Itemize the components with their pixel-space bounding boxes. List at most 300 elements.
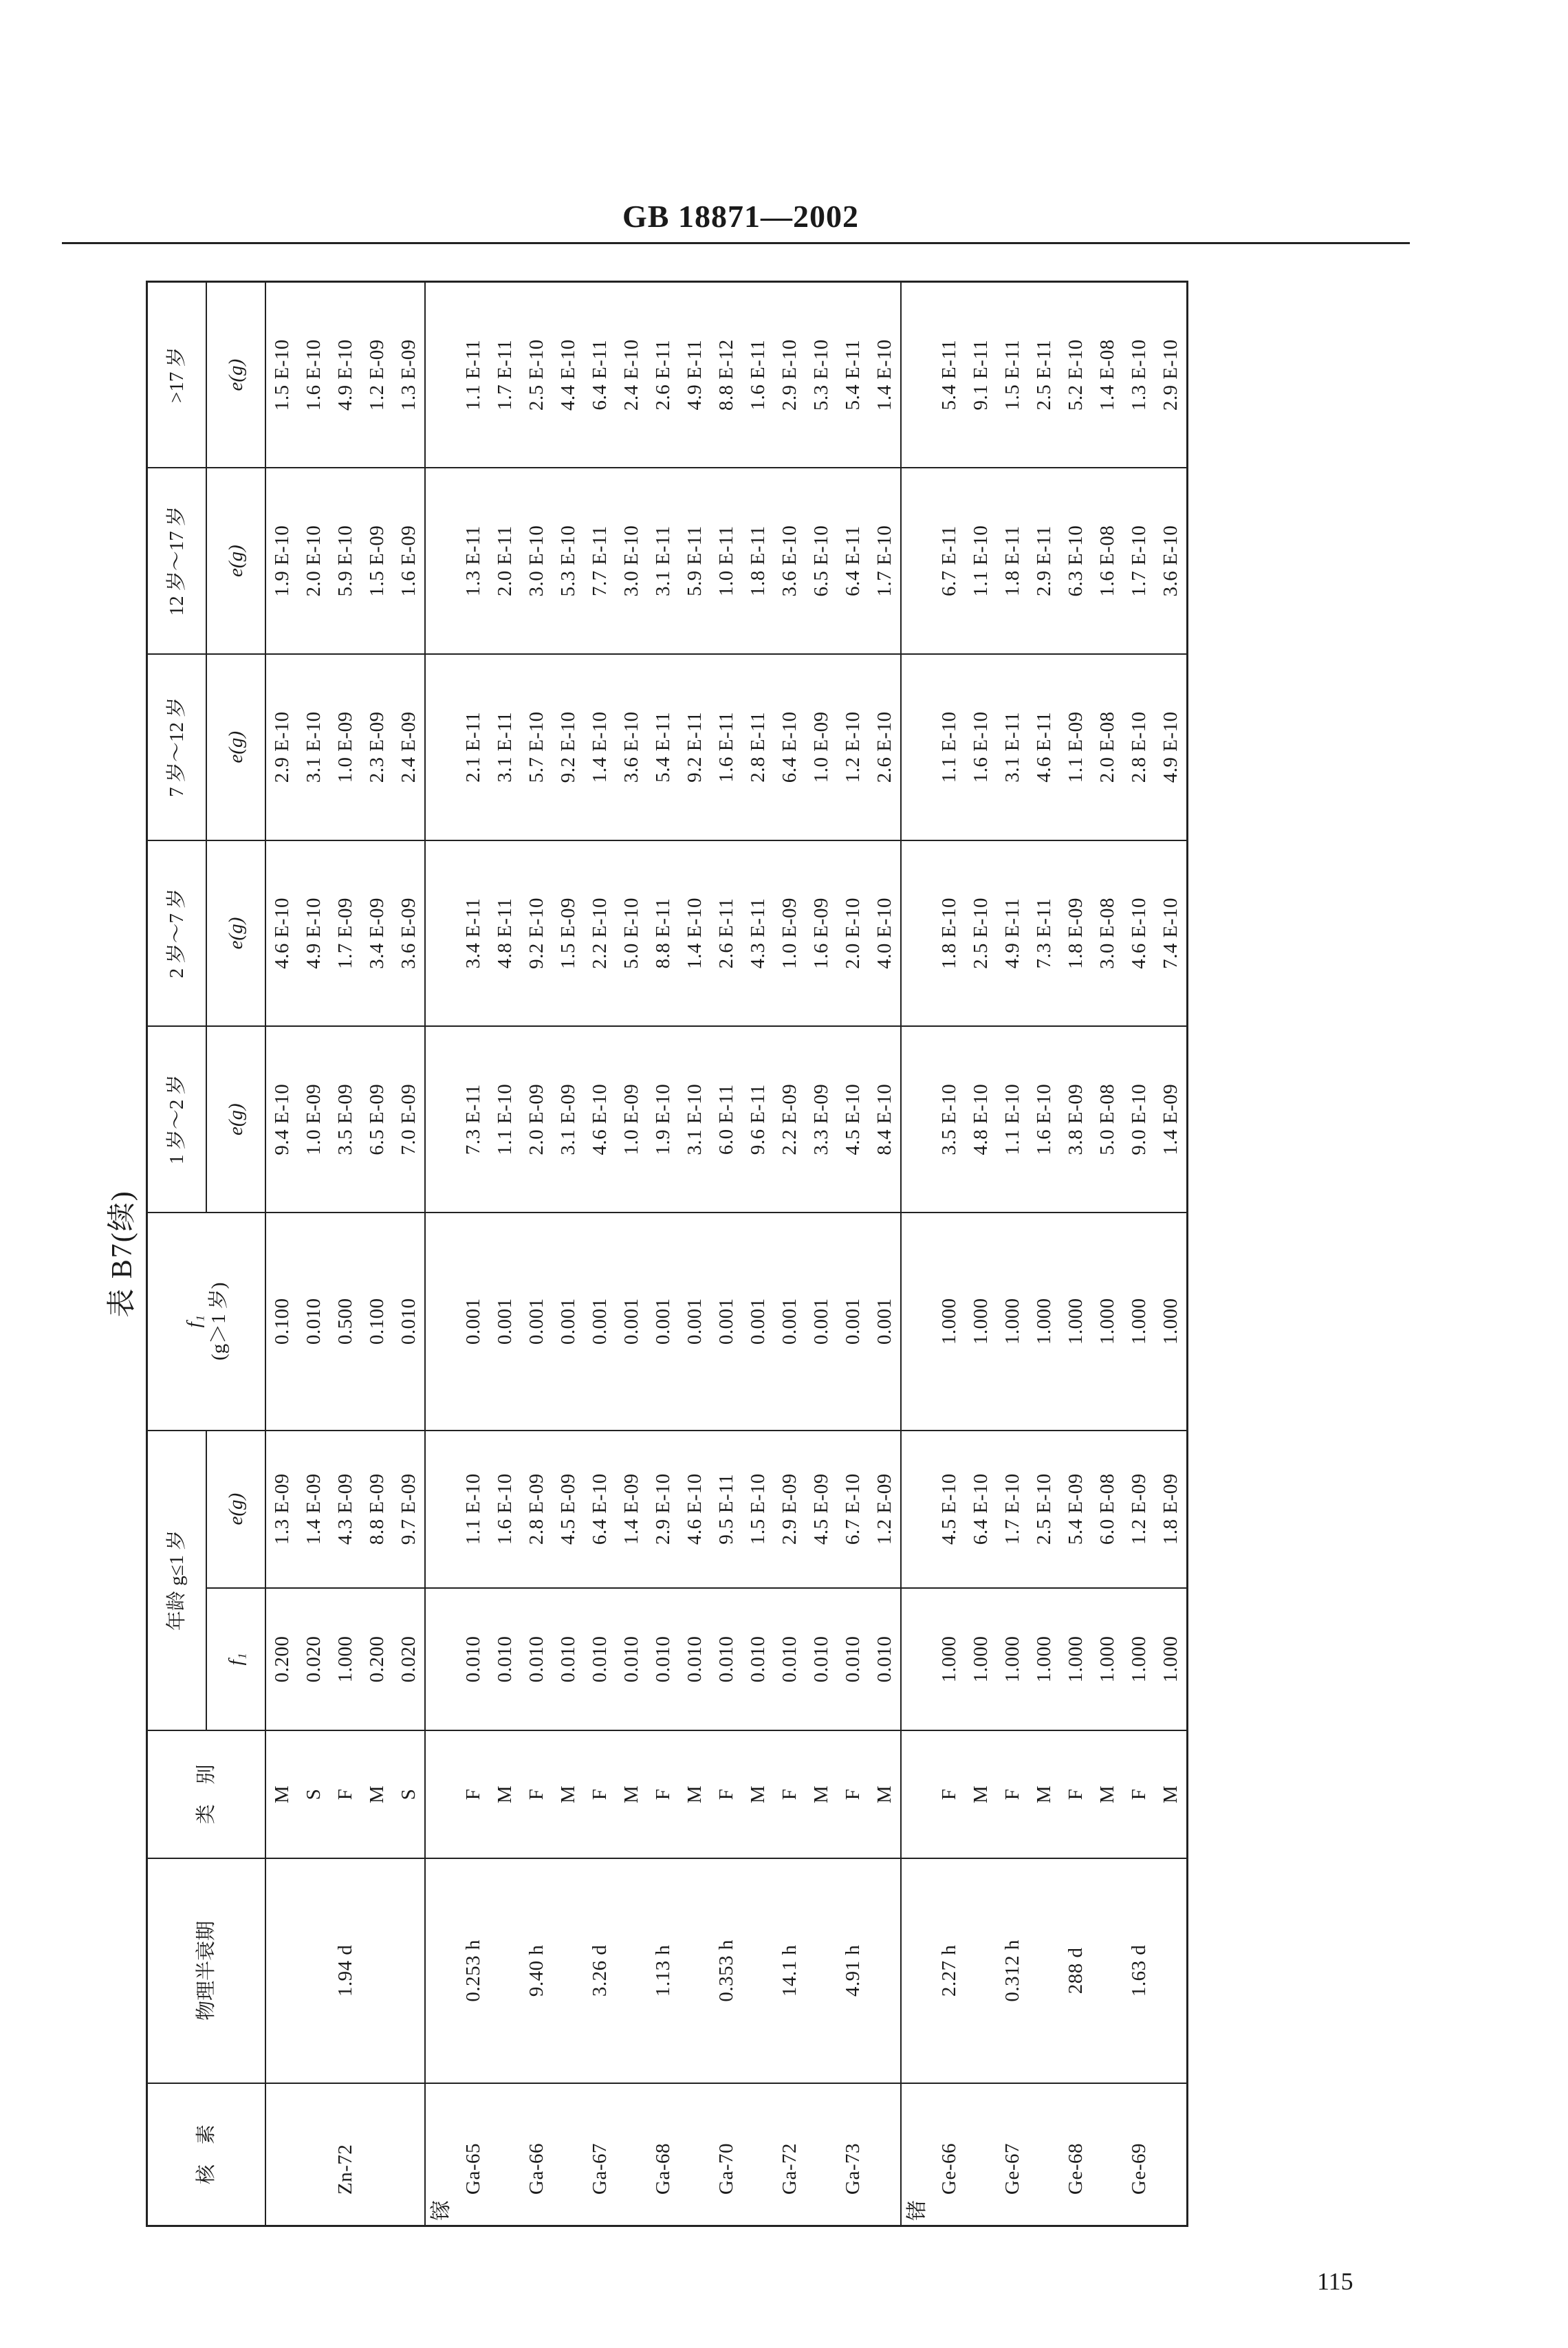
type-cell: F bbox=[1060, 1730, 1091, 1858]
nuclide-cell: Ga-68 bbox=[647, 2083, 679, 2226]
e1217-cell: 1.6 E-09 bbox=[393, 468, 425, 654]
e712-cell: 1.0 E-09 bbox=[805, 654, 837, 840]
table-row bbox=[329, 282, 361, 2226]
e-cell: 4.5 E-10 bbox=[933, 1431, 965, 1588]
e712-cell: 2.6 E-10 bbox=[869, 654, 901, 840]
f1b-cell: 0.500 bbox=[329, 1213, 361, 1431]
f1-cell: 0.010 bbox=[837, 1588, 869, 1730]
table-row bbox=[837, 282, 869, 2226]
e17-cell: 1.6 E-10 bbox=[298, 282, 329, 468]
nuclide-cell bbox=[265, 2083, 298, 2226]
e12-cell: 1.9 E-10 bbox=[647, 1026, 679, 1213]
e-cell: 2.9 E-10 bbox=[647, 1431, 679, 1588]
e17-cell: 2.5 E-10 bbox=[521, 282, 552, 468]
e-cell: 9.7 E-09 bbox=[393, 1431, 425, 1588]
e1217-cell: 1.0 E-11 bbox=[710, 468, 742, 654]
e17-cell: 1.6 E-11 bbox=[742, 282, 774, 468]
f1b-cell: 0.001 bbox=[616, 1213, 647, 1431]
nuclide-cell bbox=[1091, 2083, 1123, 2226]
f1-cell: 1.000 bbox=[997, 1588, 1028, 1730]
type-cell: M bbox=[1155, 1730, 1188, 1858]
e27-cell: 2.5 E-10 bbox=[965, 840, 997, 1027]
nuclide-cell: Ga-66 bbox=[521, 2083, 552, 2226]
half-life-cell: 0.312 h bbox=[997, 1858, 1028, 2083]
e-cell: 1.2 E-09 bbox=[1123, 1431, 1155, 1588]
f1-cell: 0.020 bbox=[298, 1588, 329, 1730]
e12-cell: 3.1 E-10 bbox=[679, 1026, 710, 1213]
col-e-12-17: e(g) bbox=[206, 468, 265, 654]
nuclide-cell bbox=[393, 2083, 425, 2226]
e-cell: 6.4 E-10 bbox=[965, 1431, 997, 1588]
nuclide-cell: Ge-67 bbox=[997, 2083, 1028, 2226]
e17-cell: 5.4 E-11 bbox=[837, 282, 869, 468]
e17-cell: 1.3 E-09 bbox=[393, 282, 425, 468]
table-row bbox=[616, 282, 647, 2226]
e27-cell: 4.3 E-11 bbox=[742, 840, 774, 1027]
e12-cell: 3.5 E-09 bbox=[329, 1026, 361, 1213]
e17-cell: 1.7 E-11 bbox=[489, 282, 521, 468]
e27-cell: 1.8 E-09 bbox=[1060, 840, 1091, 1027]
e712-cell: 2.8 E-11 bbox=[742, 654, 774, 840]
nuclide-cell bbox=[489, 2083, 521, 2226]
type-cell: F bbox=[457, 1730, 489, 1858]
type-cell: F bbox=[584, 1730, 616, 1858]
e-cell: 6.0 E-08 bbox=[1091, 1431, 1123, 1588]
e-cell: 4.5 E-09 bbox=[552, 1431, 584, 1588]
e12-cell: 1.1 E-10 bbox=[997, 1026, 1028, 1213]
type-cell: M bbox=[965, 1730, 997, 1858]
f1-cell: 0.010 bbox=[774, 1588, 805, 1730]
f1-cell: 0.020 bbox=[393, 1588, 425, 1730]
f1-cell: 0.010 bbox=[552, 1588, 584, 1730]
e-cell: 2.8 E-09 bbox=[521, 1431, 552, 1588]
e27-cell: 2.0 E-10 bbox=[837, 840, 869, 1027]
rotated-table-area bbox=[102, 281, 1347, 2227]
e1217-cell: 6.7 E-11 bbox=[933, 468, 965, 654]
f1-cell: 0.200 bbox=[361, 1588, 393, 1730]
f1-cell: 1.000 bbox=[1060, 1588, 1091, 1730]
ge-header bbox=[901, 282, 933, 2226]
table-row bbox=[584, 282, 616, 2226]
e1217-cell: 1.8 E-11 bbox=[742, 468, 774, 654]
f1b-cell: 1.000 bbox=[1123, 1213, 1155, 1431]
e17-cell: 4.9 E-10 bbox=[329, 282, 361, 468]
e-cell: 5.4 E-09 bbox=[1060, 1431, 1091, 1588]
e1217-cell: 5.9 E-11 bbox=[679, 468, 710, 654]
nuclide-cell: Ge-66 bbox=[933, 2083, 965, 2226]
table-row bbox=[997, 282, 1028, 2226]
type-cell: M bbox=[265, 1730, 298, 1858]
e27-cell: 7.4 E-10 bbox=[1155, 840, 1188, 1027]
e17-cell: 4.9 E-11 bbox=[679, 282, 710, 468]
e-cell: 6.7 E-10 bbox=[837, 1431, 869, 1588]
e-cell: 4.5 E-09 bbox=[805, 1431, 837, 1588]
e712-cell: 1.6 E-11 bbox=[710, 654, 742, 840]
col-age7-12: 7 岁～12 岁 bbox=[147, 654, 207, 840]
table-row bbox=[742, 282, 774, 2226]
f1b-cell: 1.000 bbox=[933, 1213, 965, 1431]
e27-cell: 1.7 E-09 bbox=[329, 840, 361, 1027]
f1-symbol: f₁ bbox=[183, 1315, 205, 1328]
f1b-cell: 1.000 bbox=[1028, 1213, 1060, 1431]
table-row bbox=[1060, 282, 1091, 2226]
half-life-cell bbox=[298, 1858, 329, 2083]
half-life-cell: 0.253 h bbox=[457, 1858, 489, 2083]
type-cell: F bbox=[933, 1730, 965, 1858]
e17-cell: 1.3 E-10 bbox=[1123, 282, 1155, 468]
col-type: 类 别 bbox=[147, 1730, 266, 1858]
f1b-cell: 0.001 bbox=[742, 1213, 774, 1431]
f1b-cell: 0.010 bbox=[298, 1213, 329, 1431]
f1-cell: 0.010 bbox=[584, 1588, 616, 1730]
e12-cell: 1.6 E-10 bbox=[1028, 1026, 1060, 1213]
e17-cell: 2.4 E-10 bbox=[616, 282, 647, 468]
half-life-cell: 1.63 d bbox=[1123, 1858, 1155, 2083]
e27-cell: 3.6 E-09 bbox=[393, 840, 425, 1027]
e712-cell: 9.2 E-11 bbox=[679, 654, 710, 840]
half-life-cell: 288 d bbox=[1060, 1858, 1091, 2083]
table-caption: 表 B7(续) bbox=[107, 1190, 138, 1318]
e1217-cell: 1.6 E-08 bbox=[1091, 468, 1123, 654]
e712-cell: 3.1 E-11 bbox=[997, 654, 1028, 840]
col-e-2-7: e(g) bbox=[206, 840, 265, 1027]
f1b-cell: 0.001 bbox=[774, 1213, 805, 1431]
e712-cell: 1.6 E-10 bbox=[965, 654, 997, 840]
nuclide-cell: Zn-72 bbox=[329, 2083, 361, 2226]
e-cell: 2.5 E-10 bbox=[1028, 1431, 1060, 1588]
f1b-cell: 1.000 bbox=[1060, 1213, 1091, 1431]
table-row bbox=[869, 282, 901, 2226]
f1-note: (g＞1 岁) bbox=[208, 1282, 230, 1361]
e17-cell: 9.1 E-11 bbox=[965, 282, 997, 468]
table-row bbox=[710, 282, 742, 2226]
e12-cell: 1.0 E-09 bbox=[298, 1026, 329, 1213]
nuclide-cell bbox=[869, 2083, 901, 2226]
table-row bbox=[265, 282, 298, 2226]
e1217-cell: 2.0 E-10 bbox=[298, 468, 329, 654]
e27-cell: 9.2 E-10 bbox=[521, 840, 552, 1027]
half-life-cell bbox=[393, 1858, 425, 2083]
e17-cell: 1.4 E-08 bbox=[1091, 282, 1123, 468]
e712-cell: 2.8 E-10 bbox=[1123, 654, 1155, 840]
type-cell: M bbox=[742, 1730, 774, 1858]
f1-cell: 0.010 bbox=[521, 1588, 552, 1730]
nuclide-cell: Ga-70 bbox=[710, 2083, 742, 2226]
e17-cell: 1.2 E-09 bbox=[361, 282, 393, 468]
f1-cell: 0.010 bbox=[647, 1588, 679, 1730]
type-cell: F bbox=[710, 1730, 742, 1858]
table-row bbox=[933, 282, 965, 2226]
element-label-ge: 锗 bbox=[901, 2083, 933, 2226]
f1-cell: 0.010 bbox=[457, 1588, 489, 1730]
e27-cell: 4.6 E-10 bbox=[1123, 840, 1155, 1027]
table-row bbox=[774, 282, 805, 2226]
e1217-cell: 1.7 E-10 bbox=[869, 468, 901, 654]
half-life-cell bbox=[265, 1858, 298, 2083]
col-nuclide: 核 素 bbox=[147, 2083, 266, 2226]
nuclide-cell: Ge-69 bbox=[1123, 2083, 1155, 2226]
half-life-cell bbox=[361, 1858, 393, 2083]
f1-cell: 0.010 bbox=[805, 1588, 837, 1730]
e27-cell: 3.4 E-09 bbox=[361, 840, 393, 1027]
table-row bbox=[1028, 282, 1060, 2226]
f1b-cell: 0.001 bbox=[869, 1213, 901, 1431]
f1-cell: 0.010 bbox=[869, 1588, 901, 1730]
f1-cell: 0.010 bbox=[742, 1588, 774, 1730]
f1b-cell: 0.100 bbox=[361, 1213, 393, 1431]
type-cell: M bbox=[616, 1730, 647, 1858]
e17-cell: 8.8 E-12 bbox=[710, 282, 742, 468]
e712-cell: 1.2 E-10 bbox=[837, 654, 869, 840]
f1b-cell: 0.001 bbox=[489, 1213, 521, 1431]
type-cell: F bbox=[774, 1730, 805, 1858]
f1-cell: 0.010 bbox=[489, 1588, 521, 1730]
table-row bbox=[1091, 282, 1123, 2226]
f1b-cell: 1.000 bbox=[965, 1213, 997, 1431]
e27-cell: 4.9 E-11 bbox=[997, 840, 1028, 1027]
e12-cell: 9.6 E-11 bbox=[742, 1026, 774, 1213]
type-cell: S bbox=[298, 1730, 329, 1858]
table-row bbox=[489, 282, 521, 2226]
e27-cell: 1.0 E-09 bbox=[774, 840, 805, 1027]
type-cell: M bbox=[679, 1730, 710, 1858]
type-cell: F bbox=[647, 1730, 679, 1858]
standard-code: GB 18871—2002 bbox=[622, 199, 859, 234]
table-row bbox=[679, 282, 710, 2226]
f1-cell: 0.010 bbox=[710, 1588, 742, 1730]
e17-cell: 2.5 E-11 bbox=[1028, 282, 1060, 468]
e27-cell: 3.4 E-11 bbox=[457, 840, 489, 1027]
e1217-cell: 1.7 E-10 bbox=[1123, 468, 1155, 654]
half-life-cell bbox=[1091, 1858, 1123, 2083]
e-cell: 1.8 E-09 bbox=[1155, 1431, 1188, 1588]
e17-cell: 4.4 E-10 bbox=[552, 282, 584, 468]
e12-cell: 4.5 E-10 bbox=[837, 1026, 869, 1213]
nuclide-cell bbox=[742, 2083, 774, 2226]
col-age1-2: 1 岁～2 岁 bbox=[147, 1026, 207, 1213]
e712-cell: 2.0 E-08 bbox=[1091, 654, 1123, 840]
f1b-cell: 1.000 bbox=[1155, 1213, 1188, 1431]
half-life-cell: 3.26 d bbox=[584, 1858, 616, 2083]
e1217-cell: 6.4 E-11 bbox=[837, 468, 869, 654]
e27-cell: 8.8 E-11 bbox=[647, 840, 679, 1027]
e17-cell: 5.4 E-11 bbox=[933, 282, 965, 468]
e27-cell: 1.4 E-10 bbox=[679, 840, 710, 1027]
e-cell: 1.1 E-10 bbox=[457, 1431, 489, 1588]
e17-cell: 1.4 E-10 bbox=[869, 282, 901, 468]
half-life-cell bbox=[552, 1858, 584, 2083]
e-cell: 1.7 E-10 bbox=[997, 1431, 1028, 1588]
nuclide-cell: Ge-68 bbox=[1060, 2083, 1091, 2226]
e-cell: 1.6 E-10 bbox=[489, 1431, 521, 1588]
e712-cell: 1.1 E-10 bbox=[933, 654, 965, 840]
e12-cell: 4.8 E-10 bbox=[965, 1026, 997, 1213]
e27-cell: 2.6 E-11 bbox=[710, 840, 742, 1027]
nuclide-cell bbox=[616, 2083, 647, 2226]
half-life-cell: 1.13 h bbox=[647, 1858, 679, 2083]
f1-cell: 1.000 bbox=[1028, 1588, 1060, 1730]
nuclide-cell: Ga-65 bbox=[457, 2083, 489, 2226]
ge-rows bbox=[933, 282, 1188, 2226]
e1217-cell: 3.1 E-11 bbox=[647, 468, 679, 654]
e1217-cell: 3.0 E-10 bbox=[616, 468, 647, 654]
nuclide-cell bbox=[679, 2083, 710, 2226]
table-row bbox=[361, 282, 393, 2226]
e17-cell: 6.4 E-11 bbox=[584, 282, 616, 468]
nuclide-cell bbox=[965, 2083, 997, 2226]
type-cell: F bbox=[329, 1730, 361, 1858]
half-life-cell: 14.1 h bbox=[774, 1858, 805, 2083]
e1217-cell: 3.6 E-10 bbox=[1155, 468, 1188, 654]
e712-cell: 2.9 E-10 bbox=[265, 654, 298, 840]
table-row bbox=[393, 282, 425, 2226]
f1-cell: 1.000 bbox=[933, 1588, 965, 1730]
f1b-cell: 0.010 bbox=[393, 1213, 425, 1431]
f1b-cell: 0.001 bbox=[805, 1213, 837, 1431]
table-row bbox=[298, 282, 329, 2226]
e712-cell: 2.4 E-09 bbox=[393, 654, 425, 840]
e12-cell: 5.0 E-08 bbox=[1091, 1026, 1123, 1213]
e-cell: 1.5 E-10 bbox=[742, 1431, 774, 1588]
type-cell: F bbox=[521, 1730, 552, 1858]
e-cell: 9.5 E-11 bbox=[710, 1431, 742, 1588]
page-header bbox=[0, 193, 1568, 254]
e17-cell: 2.6 E-11 bbox=[647, 282, 679, 468]
e17-cell: 1.1 E-11 bbox=[457, 282, 489, 468]
e12-cell: 7.0 E-09 bbox=[393, 1026, 425, 1213]
e12-cell: 8.4 E-10 bbox=[869, 1026, 901, 1213]
e712-cell: 3.1 E-11 bbox=[489, 654, 521, 840]
f1b-cell: 1.000 bbox=[1091, 1213, 1123, 1431]
e12-cell: 4.6 E-10 bbox=[584, 1026, 616, 1213]
col-half-life: 物理半衰期 bbox=[147, 1858, 266, 2083]
col-f1: f₁ bbox=[206, 1588, 265, 1730]
table-row bbox=[521, 282, 552, 2226]
e12-cell: 1.4 E-09 bbox=[1155, 1026, 1188, 1213]
half-life-cell bbox=[965, 1858, 997, 2083]
e27-cell: 7.3 E-11 bbox=[1028, 840, 1060, 1027]
e12-cell: 7.3 E-11 bbox=[457, 1026, 489, 1213]
f1-cell: 1.000 bbox=[1155, 1588, 1188, 1730]
e17-cell: 1.5 E-11 bbox=[997, 282, 1028, 468]
e-cell: 6.4 E-10 bbox=[584, 1431, 616, 1588]
type-cell: M bbox=[489, 1730, 521, 1858]
nuclide-cell bbox=[1155, 2083, 1188, 2226]
half-life-cell: 0.353 h bbox=[710, 1858, 742, 2083]
e-cell: 1.4 E-09 bbox=[298, 1431, 329, 1588]
half-life-cell: 9.40 h bbox=[521, 1858, 552, 2083]
e712-cell: 2.3 E-09 bbox=[361, 654, 393, 840]
half-life-cell bbox=[805, 1858, 837, 2083]
nuclide-cell: Ga-73 bbox=[837, 2083, 869, 2226]
half-life-cell: 1.94 d bbox=[329, 1858, 361, 2083]
e712-cell: 1.0 E-09 bbox=[329, 654, 361, 840]
table-row bbox=[552, 282, 584, 2226]
e12-cell: 3.8 E-09 bbox=[1060, 1026, 1091, 1213]
e12-cell: 2.0 E-09 bbox=[521, 1026, 552, 1213]
e712-cell: 3.6 E-10 bbox=[616, 654, 647, 840]
half-life-cell bbox=[742, 1858, 774, 2083]
col-age2-7: 2 岁～7 岁 bbox=[147, 840, 207, 1027]
e1217-cell: 1.5 E-09 bbox=[361, 468, 393, 654]
e1217-cell: 1.9 E-10 bbox=[265, 468, 298, 654]
e12-cell: 9.4 E-10 bbox=[265, 1026, 298, 1213]
f1-cell: 1.000 bbox=[1091, 1588, 1123, 1730]
col-e-1-2: e(g) bbox=[206, 1026, 265, 1213]
half-life-cell bbox=[679, 1858, 710, 2083]
e27-cell: 4.8 E-11 bbox=[489, 840, 521, 1027]
type-cell: F bbox=[997, 1730, 1028, 1858]
f1-cell: 0.200 bbox=[265, 1588, 298, 1730]
e-cell: 8.8 E-09 bbox=[361, 1431, 393, 1588]
nuclide-cell bbox=[298, 2083, 329, 2226]
e12-cell: 6.0 E-11 bbox=[710, 1026, 742, 1213]
nuclide-cell: Ga-67 bbox=[584, 2083, 616, 2226]
e1217-cell: 3.0 E-10 bbox=[521, 468, 552, 654]
dose-coefficient-table bbox=[146, 281, 1188, 2227]
e27-cell: 4.9 E-10 bbox=[298, 840, 329, 1027]
f1-cell: 1.000 bbox=[965, 1588, 997, 1730]
e1217-cell: 2.9 E-11 bbox=[1028, 468, 1060, 654]
f1b-cell: 0.001 bbox=[710, 1213, 742, 1431]
col-age12-17: 12 岁～17 岁 bbox=[147, 468, 207, 654]
e-cell: 1.3 E-09 bbox=[265, 1431, 298, 1588]
col-e-gt17: e(g) bbox=[206, 282, 265, 468]
e17-cell: 2.9 E-10 bbox=[774, 282, 805, 468]
type-cell: M bbox=[552, 1730, 584, 1858]
half-life-cell bbox=[616, 1858, 647, 2083]
f1-cell: 1.000 bbox=[329, 1588, 361, 1730]
table-row bbox=[1123, 282, 1155, 2226]
e-cell: 1.2 E-09 bbox=[869, 1431, 901, 1588]
e-cell: 2.9 E-09 bbox=[774, 1431, 805, 1588]
f1b-cell: 0.001 bbox=[837, 1213, 869, 1431]
e12-cell: 1.1 E-10 bbox=[489, 1026, 521, 1213]
nuclide-cell bbox=[1028, 2083, 1060, 2226]
e12-cell: 3.3 E-09 bbox=[805, 1026, 837, 1213]
e1217-cell: 7.7 E-11 bbox=[584, 468, 616, 654]
e27-cell: 4.6 E-10 bbox=[265, 840, 298, 1027]
col-age-le1: 年龄 g≤1 岁 bbox=[147, 1431, 207, 1731]
e17-cell: 5.2 E-10 bbox=[1060, 282, 1091, 468]
page-number: 115 bbox=[1317, 2268, 1353, 2295]
e1217-cell: 1.3 E-11 bbox=[457, 468, 489, 654]
half-life-cell bbox=[1028, 1858, 1060, 2083]
nuclide-cell: Ga-72 bbox=[774, 2083, 805, 2226]
ga-rows bbox=[457, 282, 901, 2226]
e12-cell: 6.5 E-09 bbox=[361, 1026, 393, 1213]
e27-cell: 4.0 E-10 bbox=[869, 840, 901, 1027]
e27-cell: 1.8 E-10 bbox=[933, 840, 965, 1027]
e1217-cell: 1.1 E-10 bbox=[965, 468, 997, 654]
e1217-cell: 2.0 E-11 bbox=[489, 468, 521, 654]
nuclide-cell bbox=[552, 2083, 584, 2226]
e712-cell: 4.6 E-11 bbox=[1028, 654, 1060, 840]
e-cell: 4.3 E-09 bbox=[329, 1431, 361, 1588]
nuclide-cell bbox=[805, 2083, 837, 2226]
table-row bbox=[647, 282, 679, 2226]
f1-cell: 1.000 bbox=[1123, 1588, 1155, 1730]
f1-cell: 0.010 bbox=[616, 1588, 647, 1730]
e712-cell: 9.2 E-10 bbox=[552, 654, 584, 840]
e1217-cell: 1.8 E-11 bbox=[997, 468, 1028, 654]
type-cell: M bbox=[805, 1730, 837, 1858]
nuclide-cell bbox=[361, 2083, 393, 2226]
e1217-cell: 5.9 E-10 bbox=[329, 468, 361, 654]
type-cell: M bbox=[1028, 1730, 1060, 1858]
half-life-cell: 4.91 h bbox=[837, 1858, 869, 2083]
e1217-cell: 3.6 E-10 bbox=[774, 468, 805, 654]
